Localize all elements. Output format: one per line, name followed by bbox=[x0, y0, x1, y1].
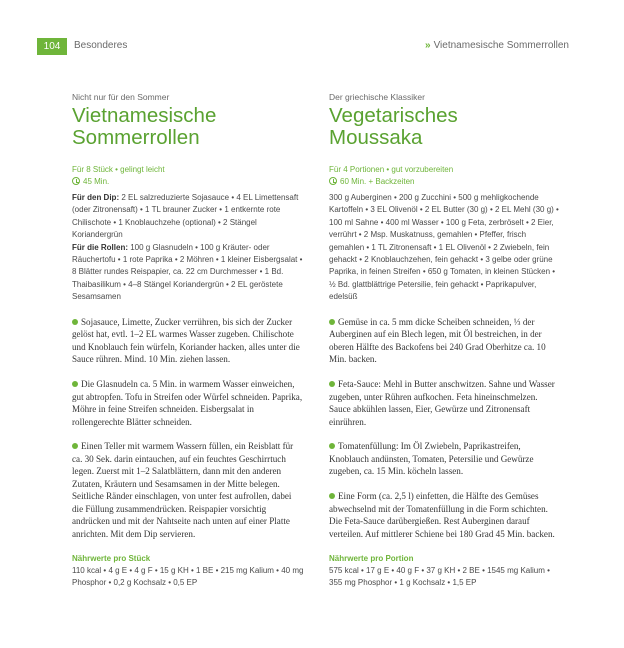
recipe-meta bbox=[72, 164, 304, 188]
step-text: Tomatenfüllung: Im Öl Zwiebeln, Paprikastreifen, Knoblauch andünsten, Tomaten, Petersilie und Gewürze zugeben, ca. 15 Min. köcheln lassen. bbox=[329, 441, 534, 477]
step-text: Eine Form (ca. 2,5 l) einfetten, die Hälfte des Gemüses abwechselnd mit der Tomatenfüllung in die Form schichten. Die Feta-Sauce darübergießen. Rest Auberginen darauf verteilen. Auf mittlerer Schiene bei 180 Grad 45 Min. backen. bbox=[329, 491, 555, 539]
step-text: Sojasauce, Limette, Zucker verrühren, bis sich der Zucker gelöst hat, evtl. 1–2 EL warmes Wasser zugeben. Chilischote und Knoblauch fein würfeln, Koriander hacken, alles unter die Sauce rühren. Mind. 10 Min. ziehen lassen. bbox=[72, 316, 300, 365]
page-number: 104 bbox=[37, 38, 67, 55]
recipe-time-row bbox=[72, 176, 304, 188]
instruction-step bbox=[72, 378, 304, 428]
recipe-meta bbox=[329, 164, 561, 188]
dip-label: Für den Dip: bbox=[72, 193, 120, 202]
ingredient-list bbox=[72, 192, 304, 304]
bullet-icon bbox=[329, 319, 335, 325]
instruction-step bbox=[329, 316, 561, 366]
recipe-vegetarisches-moussaka bbox=[329, 92, 561, 590]
recipe-time: 60 Min. + Backzeiten bbox=[340, 177, 415, 186]
nutrition-heading: Nährwerte pro Stück bbox=[72, 553, 151, 563]
instruction-steps bbox=[72, 316, 304, 541]
recipe-servings: Für 4 Portionen • gut vorzubereiten bbox=[329, 165, 454, 174]
bullet-icon bbox=[72, 319, 78, 325]
ingredient-list: 300 g Auberginen • 200 g Zucchini • 500 g mehligkochende Kartoffeln • 3 EL Olivenöl • 2 EL Butter (30 g) • 2 EL Mehl (30 g) • 100 ml Sahne • 400 ml Wasser • 100 g Feta, zerbröselt • 2 Eier, verrührt • 2 Msp. Muskatnuss, gemahlen • Pfeffer, frisch gemahlen • 1 TL Zitronensaft • 1 EL Olivenöl • 2 Zwiebeln, fein gehackt • 2 Knoblauchzehen, fein gehackt • 3 gelbe oder grüne Paprika, in feinen Streifen • 650 g Tomaten, in kleinen Stücken • ½ Bd. glattblättrige Petersilie, fein gehackt • Paprikapulver, edelsüß bbox=[329, 193, 559, 302]
recipe-kicker: Der griechische Klassiker bbox=[329, 92, 425, 102]
instruction-step bbox=[329, 490, 561, 540]
recipe-title bbox=[72, 105, 304, 149]
recipe-kicker: Nicht nur für den Sommer bbox=[72, 92, 170, 102]
recipe-time: 45 Min. bbox=[83, 177, 110, 186]
dip-ingredients bbox=[72, 192, 304, 242]
rolls-text: 100 g Glasnudeln • 100 g Kräuter- oder Räuchertofu • 1 rote Paprika • 2 Möhren • 1 kleiner Eisbergsalat • 8 Blätter rundes Reispapier, ca. 22 cm Durchmesser • 1 Bd. Thaibasilikum • 4–8 Stängel Koriandergrün • 2 EL geröstete Sesamsamen bbox=[72, 242, 303, 302]
clock-icon bbox=[72, 177, 80, 185]
roll-ingredients bbox=[72, 242, 304, 304]
step-text: Die Glasnudeln ca. 5 Min. in warmem Wasser einweichen, gut abtropfen. Tofu in Streifen oder Würfel schneiden. Paprika, Möhre in feine Streifen schneiden. Eisbergsalat in rollengerechte Blätter schneiden. bbox=[72, 379, 303, 427]
recipe-title bbox=[329, 105, 561, 149]
instruction-steps bbox=[329, 316, 561, 541]
instruction-step bbox=[72, 316, 304, 366]
nutrition-values: 110 kcal • 4 g E • 4 g F • 15 g KH • 1 BE • 215 mg Kalium • 40 mg Phosphor • 0,2 g Kochsalz • 0,5 EP bbox=[72, 565, 304, 588]
instruction-step bbox=[329, 440, 561, 478]
clock-icon bbox=[329, 177, 337, 185]
dip-text: 2 EL salzreduzierte Sojasauce • 4 EL Limettensaft (oder Zitronensaft) • 1 TL brauner Zucker • 1 entkernte rote Chilischote • 1 Knoblauchzehe (optional) • 2 Stängel Koriandergrün bbox=[72, 193, 299, 240]
running-title: Vietnamesische Sommerrollen bbox=[433, 40, 569, 51]
bullet-icon bbox=[329, 443, 335, 449]
rolls-label: Für die Rollen: bbox=[72, 242, 128, 252]
step-text: Einen Teller mit warmem Wassern füllen, ein Reisblatt für ca. 30 Sek. darin eintauchen, auf ein feuchtes Geschirrtuch legen. Zuerst mit 1–2 Salatblättern, dann mit den anderen Zutaten, Kräutern und Sesamsamen in der Mitte belegen. Seitliche Ränder einschlagen, von unter fest aufrollen, dabei die Füllung zusammendrücken. Reispapier vorsichtig andrücken und mit der Nahtseite nach unten auf einer Platte anrichten. Mit dem Dip servieren. bbox=[72, 441, 294, 539]
section-label: Besonderes bbox=[74, 40, 128, 51]
instruction-step bbox=[72, 440, 304, 540]
double-chevron-icon: » bbox=[425, 40, 430, 51]
running-header bbox=[425, 40, 569, 51]
step-text: Feta-Sauce: Mehl in Butter anschwitzen. Sahne und Wasser zugeben, unter Rühren aufkochen. Feta hineinschmelzen. Sauce abkühlen lassen, Eier, Gewürze und Zitronensaft einrühren. bbox=[329, 379, 555, 427]
step-text: Gemüse in ca. 5 mm dicke Scheiben schneiden, ⅓ der Auberginen auf ein Blech legen, mit Öl bestreichen, in der oberen Hälfte des Backofens bei 240 Grad Oberhitze ca. 10 Min. backen. bbox=[329, 316, 546, 365]
instruction-step bbox=[329, 378, 561, 428]
bullet-icon bbox=[329, 493, 335, 499]
recipe-title-line2: Sommerrollen bbox=[72, 126, 200, 149]
nutrition-heading: Nährwerte pro Portion bbox=[329, 553, 414, 563]
bullet-icon bbox=[329, 381, 335, 387]
bullet-icon bbox=[72, 443, 78, 449]
recipe-servings: Für 8 Stück • gelingt leicht bbox=[72, 165, 165, 174]
recipe-title-line1: Vietnamesische bbox=[72, 104, 217, 127]
recipe-time-row bbox=[329, 176, 561, 188]
bullet-icon bbox=[72, 381, 78, 387]
recipe-vietnamesische-sommerrollen bbox=[72, 92, 304, 590]
nutrition-values: 575 kcal • 17 g E • 40 g F • 37 g KH • 2 BE • 1545 mg Kalium • 355 mg Phosphor • 1 g Kochsalz • 1,5 EP bbox=[329, 565, 550, 588]
recipe-title-line2: Moussaka bbox=[329, 126, 423, 149]
recipe-title-line1: Vegetarisches bbox=[329, 104, 458, 127]
